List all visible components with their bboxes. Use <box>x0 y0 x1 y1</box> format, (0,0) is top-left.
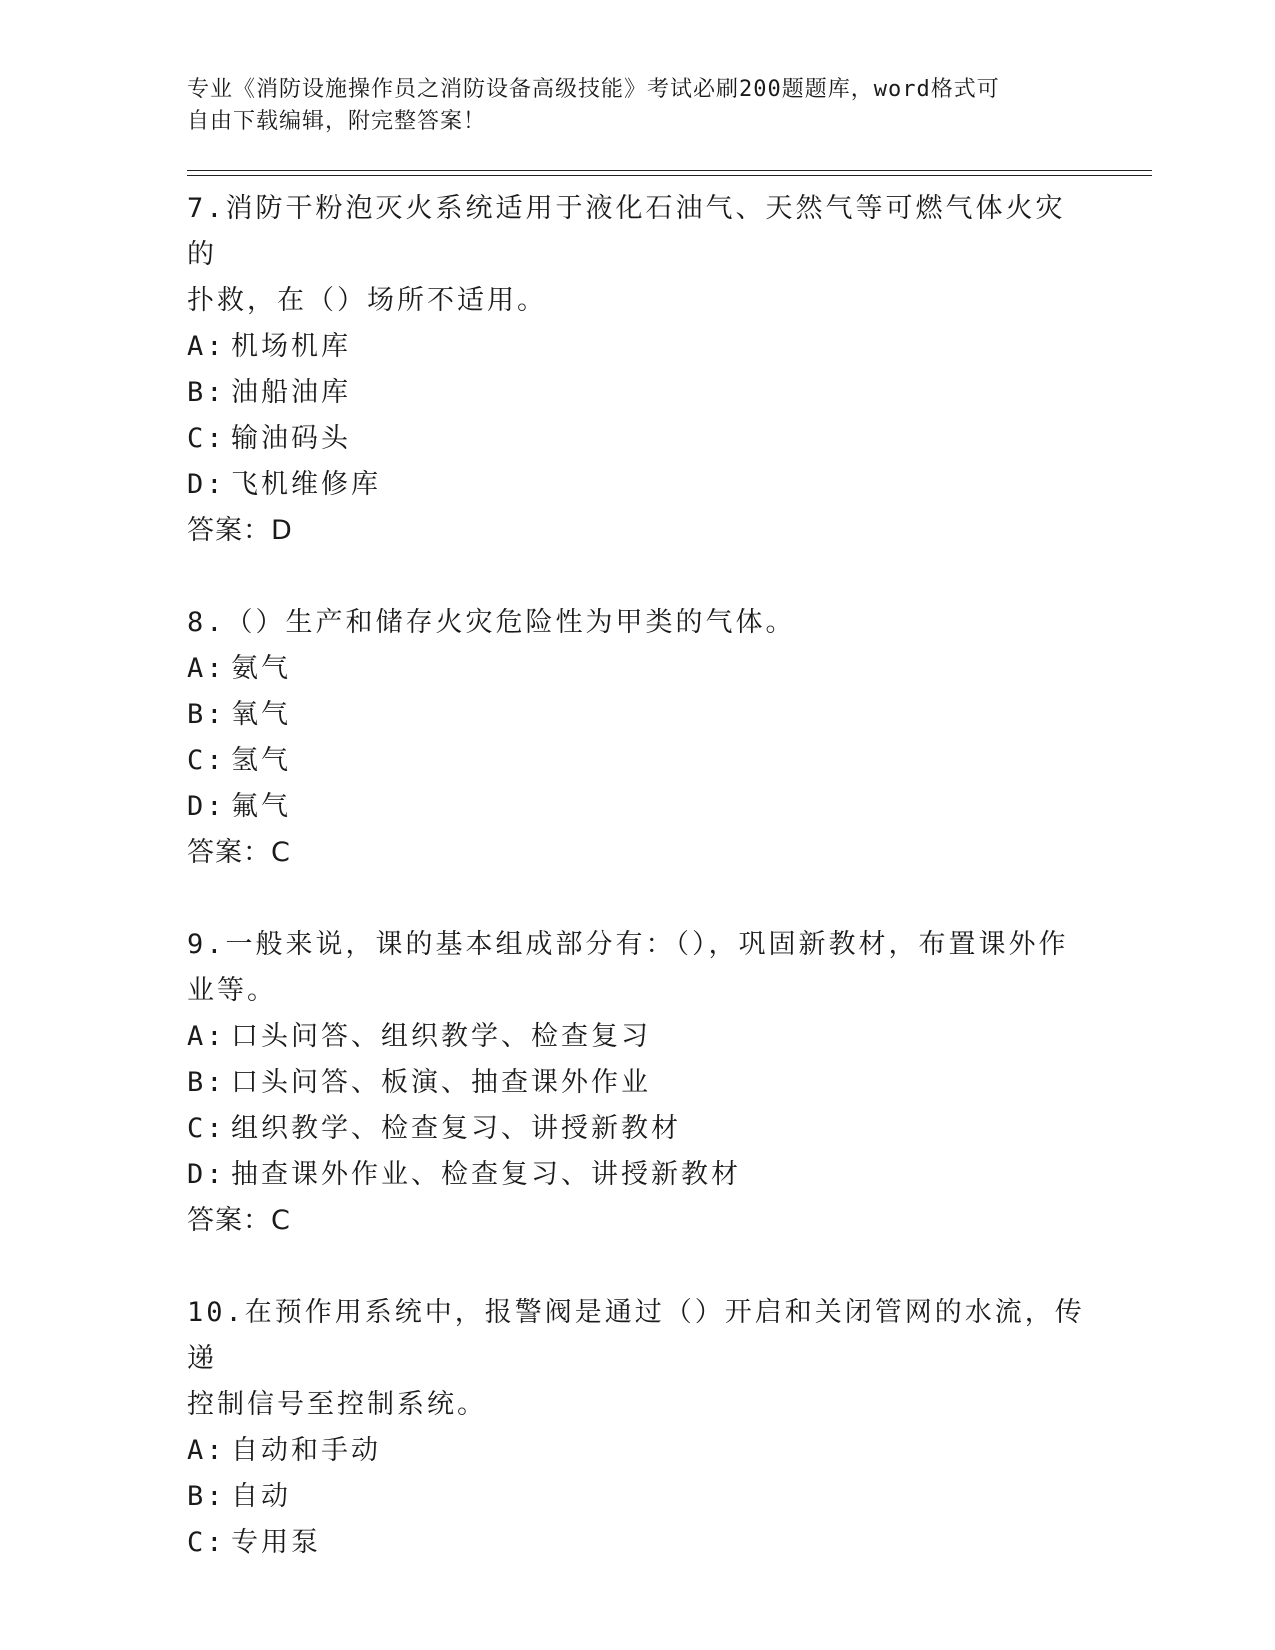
option-text: 油船油库 <box>231 377 351 408</box>
option-text: 口头问答、板演、抽查课外作业 <box>231 1067 651 1098</box>
option-text: 口头问答、组织教学、检查复习 <box>231 1021 651 1052</box>
header-divider-bottom <box>187 175 1152 176</box>
option-letter: A: <box>187 653 226 684</box>
question-stem <box>187 1290 1087 1428</box>
header-divider-top <box>187 170 1152 171</box>
option-letter: A: <box>187 1435 226 1466</box>
stem-line-1: 8.（）生产和储存火灾危险性为甲类的气体。 <box>187 607 796 638</box>
option-text: 飞机维修库 <box>231 469 381 500</box>
answer-line: 答案：C <box>187 1205 291 1236</box>
option-d <box>187 784 1087 830</box>
option-c <box>187 1106 1087 1152</box>
question-stem <box>187 186 1087 324</box>
option-letter: C: <box>187 1527 226 1558</box>
option-text: 氧气 <box>231 699 291 730</box>
question-9 <box>187 922 1087 1244</box>
answer-line: 答案：C <box>187 837 291 868</box>
option-letter: C: <box>187 745 226 776</box>
header-line-2: 自由下载编辑，附完整答案！ <box>187 109 487 134</box>
option-letter: D: <box>187 469 226 500</box>
stem-line-1: 10.在预作用系统中，报警阀是通过（）开启和关闭管网的水流，传递 <box>187 1297 1085 1374</box>
stem-line-1: 7.消防干粉泡灭火系统适用于液化石油气、天然气等可燃气体火灾的 <box>187 193 1066 270</box>
option-letter: D: <box>187 1159 226 1190</box>
question-stem <box>187 922 1087 1014</box>
option-text: 抽查课外作业、检查复习、讲授新教材 <box>231 1159 741 1190</box>
stem-line-2: 控制信号至控制系统。 <box>187 1389 487 1420</box>
header-line-1: 专业《消防设施操作员之消防设备高级技能》考试必刷200题题库，word格式可 <box>187 77 1000 102</box>
option-text: 专用泵 <box>231 1527 321 1558</box>
answer-line: 答案：D <box>187 515 293 546</box>
option-text: 自动和手动 <box>231 1435 381 1466</box>
option-text: 机场机库 <box>231 331 351 362</box>
option-letter: C: <box>187 1113 226 1144</box>
question-stem <box>187 600 1087 646</box>
option-a <box>187 324 1087 370</box>
option-letter: A: <box>187 1021 226 1052</box>
question-8 <box>187 600 1087 876</box>
question-10 <box>187 1290 1087 1566</box>
option-letter: A: <box>187 331 226 362</box>
option-text: 输油码头 <box>231 423 351 454</box>
option-letter: B: <box>187 377 226 408</box>
option-c <box>187 416 1087 462</box>
option-c <box>187 1520 1087 1566</box>
option-text: 氨气 <box>231 653 291 684</box>
question-list <box>187 186 1087 1612</box>
option-letter: B: <box>187 1067 226 1098</box>
option-b <box>187 370 1087 416</box>
stem-line-2: 业等。 <box>187 975 277 1006</box>
stem-line-1: 9.一般来说，课的基本组成部分有：（），巩固新教材，布置课外作 <box>187 929 1069 960</box>
question-7 <box>187 186 1087 554</box>
option-c <box>187 738 1087 784</box>
option-b <box>187 1060 1087 1106</box>
option-b <box>187 1474 1087 1520</box>
option-letter: C: <box>187 423 226 454</box>
option-d <box>187 1152 1087 1198</box>
option-text: 氢气 <box>231 745 291 776</box>
option-letter: B: <box>187 699 226 730</box>
option-text: 氟气 <box>231 791 291 822</box>
option-text: 组织教学、检查复习、讲授新教材 <box>231 1113 681 1144</box>
option-letter: D: <box>187 791 226 822</box>
option-a <box>187 1014 1087 1060</box>
option-d <box>187 462 1087 508</box>
option-letter: B: <box>187 1481 226 1512</box>
stem-line-2: 扑救，在（）场所不适用。 <box>187 285 547 316</box>
option-b <box>187 692 1087 738</box>
option-a <box>187 1428 1087 1474</box>
document-header <box>187 74 1067 138</box>
option-text: 自动 <box>231 1481 291 1512</box>
option-a <box>187 646 1087 692</box>
